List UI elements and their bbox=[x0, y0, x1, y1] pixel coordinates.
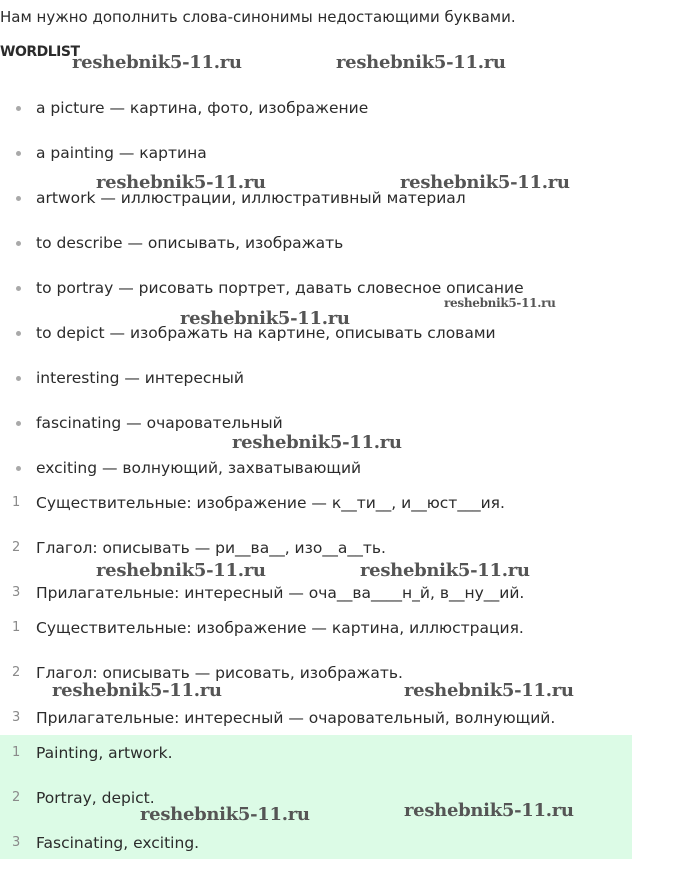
wordlist-item: fascinating — очаровательный bbox=[0, 413, 632, 433]
bullet-icon bbox=[16, 466, 21, 471]
bullet-icon bbox=[16, 376, 21, 381]
bullet-icon bbox=[16, 241, 21, 246]
wordlist-item: a picture — картина, фото, изображение bbox=[0, 98, 632, 118]
solution-item: 1 Существительные: изображение — картина, иллюстрация. bbox=[12, 619, 524, 637]
watermark: reshebnik5-11.ru bbox=[400, 172, 570, 193]
wordlist-item: artwork — иллюстрации, иллюстративный материал bbox=[0, 188, 632, 208]
watermark: reshebnik5-11.ru bbox=[180, 308, 350, 329]
bullet-icon bbox=[16, 106, 21, 111]
answer-item: 3 Fascinating, exciting. bbox=[12, 834, 200, 852]
watermark: reshebnik5-11.ru bbox=[336, 52, 506, 73]
answer-item: 2 Portray, depict. bbox=[12, 789, 155, 807]
bullet-icon bbox=[16, 331, 21, 336]
wordlist-title: WORDLIST bbox=[0, 44, 80, 60]
wordlist-item: to portray — рисовать портрет, давать словесное описание bbox=[0, 278, 632, 298]
wordlist-item: a painting — картина bbox=[0, 143, 632, 163]
task-item: 2 Глагол: описывать — ри__ва__, изо__а__ть. bbox=[12, 539, 386, 557]
task-item: 3 Прилагательные: интересный — оча__ва____н_й, в__ну__ий. bbox=[12, 584, 525, 602]
wordlist-item: exciting — волнующий, захватывающий bbox=[0, 458, 632, 478]
bullet-icon bbox=[16, 286, 21, 291]
solution-item: 3 Прилагательные: интересный — очаровательный, волнующий. bbox=[12, 709, 556, 727]
watermark: reshebnik5-11.ru bbox=[52, 680, 222, 701]
wordlist-item: to depict — изображать на картине, описывать словами bbox=[0, 323, 632, 343]
watermark: reshebnik5-11.ru bbox=[360, 560, 530, 581]
watermark: reshebnik5-11.ru bbox=[96, 560, 266, 581]
intro-text: Нам нужно дополнить слова-синонимы недостающими буквами. bbox=[0, 8, 516, 26]
task-item: 1 Существительные: изображение — к__ти__, и__юст___ия. bbox=[12, 494, 505, 512]
watermark: reshebnik5-11.ru bbox=[72, 52, 242, 73]
bullet-icon bbox=[16, 151, 21, 156]
solution-item: 2 Глагол: описывать — рисовать, изображать. bbox=[12, 664, 403, 682]
watermark: reshebnik5-11.ru bbox=[444, 296, 556, 310]
bullet-icon bbox=[16, 421, 21, 426]
watermark: reshebnik5-11.ru bbox=[140, 804, 310, 825]
watermark: reshebnik5-11.ru bbox=[404, 680, 574, 701]
watermark: reshebnik5-11.ru bbox=[232, 432, 402, 453]
bullet-icon bbox=[16, 196, 21, 201]
answer-item: 1 Painting, artwork. bbox=[12, 744, 173, 762]
watermark: reshebnik5-11.ru bbox=[96, 172, 266, 193]
wordlist-item: interesting — интересный bbox=[0, 368, 632, 388]
wordlist-item: to describe — описывать, изображать bbox=[0, 233, 632, 253]
watermark: reshebnik5-11.ru bbox=[404, 800, 574, 821]
